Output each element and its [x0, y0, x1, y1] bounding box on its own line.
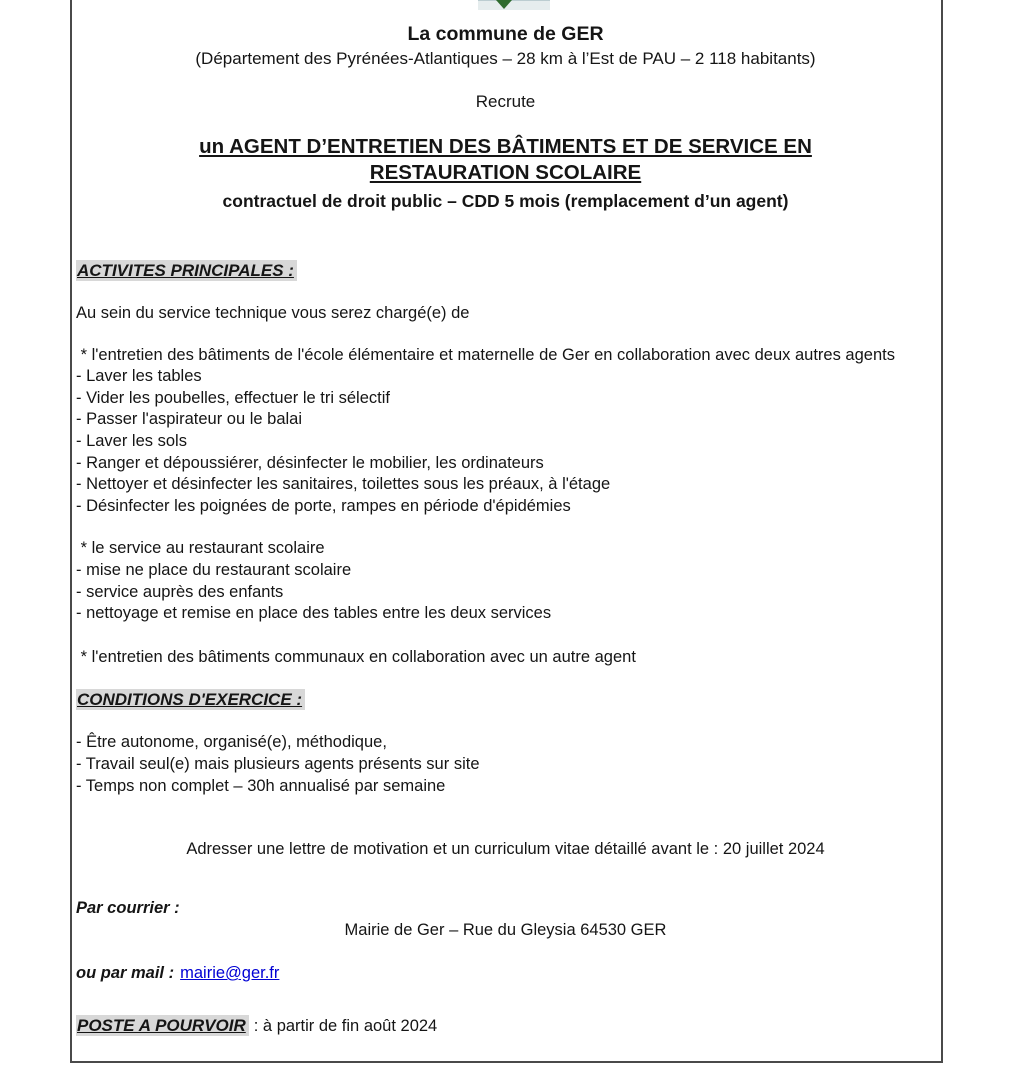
activity-item: - Passer l'aspirateur ou le balai	[76, 410, 303, 429]
deadline-line: Adresser une lettre de motivation et un curriculum vitae détaillé avant le : 20 juillet 2024	[186, 840, 825, 859]
section-heading-conditions	[76, 689, 935, 711]
activity-group-3-lead: * l'entretien des bâtiments communaux en collaboration avec un autre agent	[76, 647, 636, 666]
conditions-items	[76, 732, 935, 797]
activity-group-1-items	[76, 366, 935, 517]
activity-group-1-lead: * l'entretien des bâtiments de l'école élémentaire et maternelle de Ger en collaboration avec deux autres agents	[76, 345, 895, 364]
condition-item: - Travail seul(e) mais plusieurs agents présents sur site	[76, 754, 480, 773]
activity-item: - mise ne place du restaurant scolaire	[76, 560, 352, 579]
logo-strip	[478, 0, 550, 10]
contract-line: contractuel de droit public – CDD 5 mois (remplacement d’un agent)	[222, 191, 789, 211]
green-down-arrow-icon	[496, 0, 512, 9]
courrier-address: Mairie de Ger – Rue du Gleysia 64530 GER	[344, 921, 667, 940]
activites-heading-text: ACTIVITES PRINCIPALES :	[76, 260, 297, 281]
activity-item: - service auprès des enfants	[76, 582, 284, 601]
recrute-line: Recrute	[475, 92, 536, 111]
par-mail-label: ou par mail :	[76, 963, 175, 982]
section-heading-activites	[76, 260, 935, 282]
activity-item: - nettoyage et remise en place des tables entre les deux services	[76, 604, 552, 623]
activity-item: - Laver les sols	[76, 431, 187, 450]
job-title-line-2: RESTAURATION SCOLAIRE	[369, 161, 642, 184]
activity-group-2-items	[76, 560, 935, 625]
activity-item: - Nettoyer et désinfecter les sanitaires, toilettes sous les préaux, à l'étage	[76, 475, 611, 494]
conditions-heading-text: CONDITIONS D'EXERCICE :	[76, 689, 305, 710]
departement-line: (Département des Pyrénées-Atlantiques – 28 km à l’Est de PAU – 2 118 habitants)	[195, 49, 816, 68]
email-link[interactable]: mairie@ger.fr	[180, 963, 280, 982]
document-page	[70, 0, 943, 1063]
condition-item: - Temps non complet – 30h annualisé par semaine	[76, 776, 446, 795]
activity-item: - Désinfecter les poignées de porte, rampes en période d'épidémies	[76, 496, 571, 515]
mail-line	[76, 963, 935, 985]
condition-item: - Être autonome, organisé(e), méthodique,	[76, 733, 387, 752]
poste-heading: POSTE A POURVOIR	[76, 1015, 249, 1036]
logo-fragment	[478, 0, 550, 10]
job-title-line-1: un AGENT D’ENTRETIEN DES BÂTIMENTS ET DE SERVICE EN	[199, 135, 812, 158]
activites-intro: Au sein du service technique vous serez chargé(e) de	[76, 304, 470, 322]
poste-line	[76, 1015, 935, 1038]
activity-item: - Laver les tables	[76, 367, 202, 386]
par-courrier-label: Par courrier :	[76, 898, 180, 917]
job-title	[76, 134, 935, 186]
activity-group-2-lead: * le service au restaurant scolaire	[76, 539, 325, 558]
poste-value: : à partir de fin août 2024	[253, 1017, 438, 1036]
activity-item: - Ranger et dépoussiérer, désinfecter le mobilier, les ordinateurs	[76, 453, 544, 472]
activity-item: - Vider les poubelles, effectuer le tri sélectif	[76, 388, 390, 407]
commune-title: La commune de GER	[407, 23, 604, 45]
